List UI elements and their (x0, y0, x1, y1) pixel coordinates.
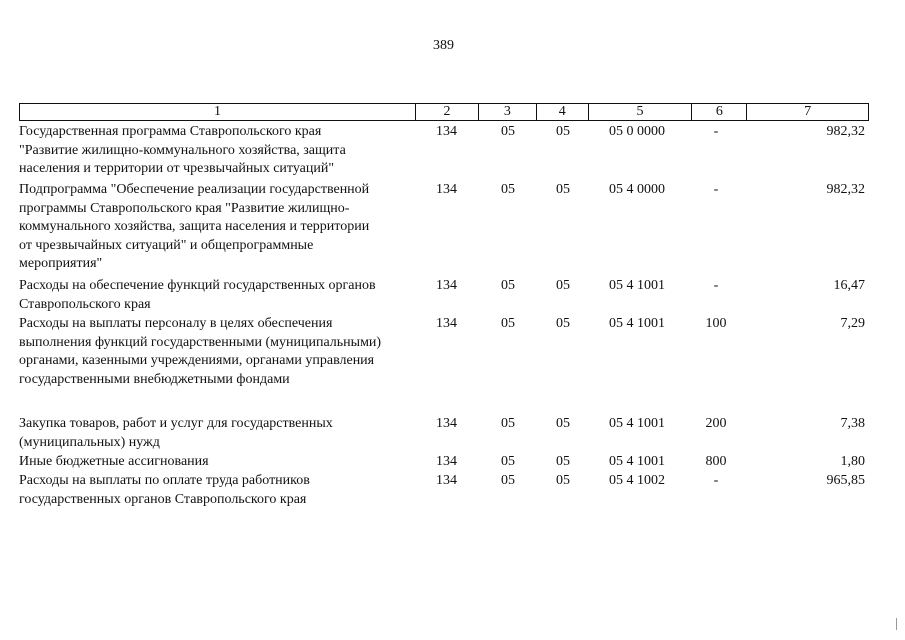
cell-expense: 200 (705, 416, 727, 431)
description-line: органами, казенными учреждениями, органами управления (19, 353, 375, 368)
cell-target: 05 0 0000 (609, 124, 665, 139)
row-description (19, 315, 417, 389)
cell-code: 134 (436, 124, 457, 139)
cell-target: 05 4 1001 (609, 316, 665, 331)
description-line: программы Ставропольского края "Развитие жилищно- (19, 200, 350, 216)
header-cell-5: 5 (589, 104, 693, 120)
cell-amount: 982,32 (826, 182, 865, 197)
cell-subsection: 05 (556, 316, 570, 331)
description-line: Расходы на обеспечение функций государственных органов (19, 278, 376, 293)
description-line: Расходы на выплаты по оплате труда работников (19, 473, 310, 488)
scan-artifact (896, 618, 897, 630)
header-cell-7: 7 (804, 104, 812, 119)
table-row (19, 123, 869, 179)
page-number: 389 (433, 38, 454, 53)
description-line: населения и территории от чрезвычайных ситуаций" (19, 161, 335, 176)
table-row (19, 277, 869, 315)
header-cell-3: 3 (479, 104, 537, 120)
cell-subsection: 05 (556, 182, 570, 197)
cell-amount: 982,32 (826, 124, 865, 139)
cell-code: 134 (436, 278, 457, 293)
cell-target: 05 4 1001 (609, 454, 665, 469)
cell-code: 134 (436, 473, 457, 488)
cell-section: 05 (501, 182, 515, 197)
cell-expense: - (713, 182, 719, 197)
cell-subsection: 05 (556, 454, 570, 469)
header-cell-6: 6 (692, 104, 747, 120)
cell-expense: 100 (705, 316, 727, 331)
cell-section: 05 (501, 124, 515, 139)
table-row (19, 453, 869, 472)
cell-amount: 965,85 (826, 473, 865, 488)
row-spacer (19, 389, 869, 415)
cell-section: 05 (501, 278, 515, 293)
description-line: Ставропольского края (19, 296, 151, 312)
header-cell-4: 4 (537, 104, 589, 120)
cell-expense: - (713, 124, 719, 139)
row-description (19, 181, 417, 274)
cell-subsection: 05 (556, 473, 570, 488)
description-line: "Развитие жилищно-коммунального хозяйства, защита (19, 142, 346, 158)
cell-section: 05 (501, 473, 515, 488)
cell-subsection: 05 (556, 278, 570, 293)
cell-section: 05 (501, 454, 515, 469)
cell-target: 05 4 1001 (609, 416, 665, 431)
description-line: от чрезвычайных ситуаций" и общепрограммные (19, 237, 314, 253)
description-line: Государственная программа Ставропольского края (19, 124, 322, 139)
row-description (19, 277, 417, 314)
cell-subsection: 05 (556, 416, 570, 431)
table-row (19, 181, 869, 277)
description-line: выполнения функций государственными (муниципальными) (19, 334, 382, 350)
cell-section: 05 (501, 416, 515, 431)
header-cell-2: 2 (416, 104, 479, 120)
cell-target: 05 4 1002 (609, 473, 665, 488)
table-row (19, 315, 869, 389)
cell-expense: 800 (705, 454, 727, 469)
cell-amount: 1,80 (840, 454, 865, 469)
description-line: коммунального хозяйства, защита населения и территории (19, 219, 370, 234)
row-description (19, 472, 417, 509)
description-line: (муниципальных) нужд (19, 434, 160, 450)
cell-code: 134 (436, 454, 457, 469)
cell-amount: 7,29 (840, 316, 865, 331)
cell-code: 134 (436, 182, 457, 197)
description-line: Расходы на выплаты персоналу в целях обеспечения (19, 316, 333, 331)
row-description (19, 123, 417, 179)
cell-subsection: 05 (556, 124, 570, 139)
cell-target: 05 4 0000 (609, 182, 665, 197)
cell-amount: 7,38 (840, 416, 865, 431)
description-line: Подпрограмма "Обеспечение реализации государственной (19, 182, 370, 197)
description-line: Закупка товаров, работ и услуг для государственных (19, 416, 333, 431)
cell-expense: - (713, 278, 719, 293)
cell-target: 05 4 1001 (609, 278, 665, 293)
cell-code: 134 (436, 416, 457, 431)
table-row (19, 472, 869, 510)
cell-section: 05 (501, 316, 515, 331)
table-body (19, 123, 869, 510)
cell-expense: - (713, 473, 719, 488)
cell-amount: 16,47 (833, 278, 865, 293)
description-line: государственных органов Ставропольского края (19, 491, 307, 507)
description-line: мероприятия" (19, 256, 103, 271)
description-line: Иные бюджетные ассигнования (19, 454, 209, 469)
table-row (19, 415, 869, 453)
cell-code: 134 (436, 316, 457, 331)
table-header (19, 103, 869, 121)
row-description (19, 453, 417, 472)
row-description (19, 415, 417, 452)
description-line: государственными внебюджетными фондами (19, 371, 290, 387)
header-cell-1: 1 (20, 104, 416, 120)
